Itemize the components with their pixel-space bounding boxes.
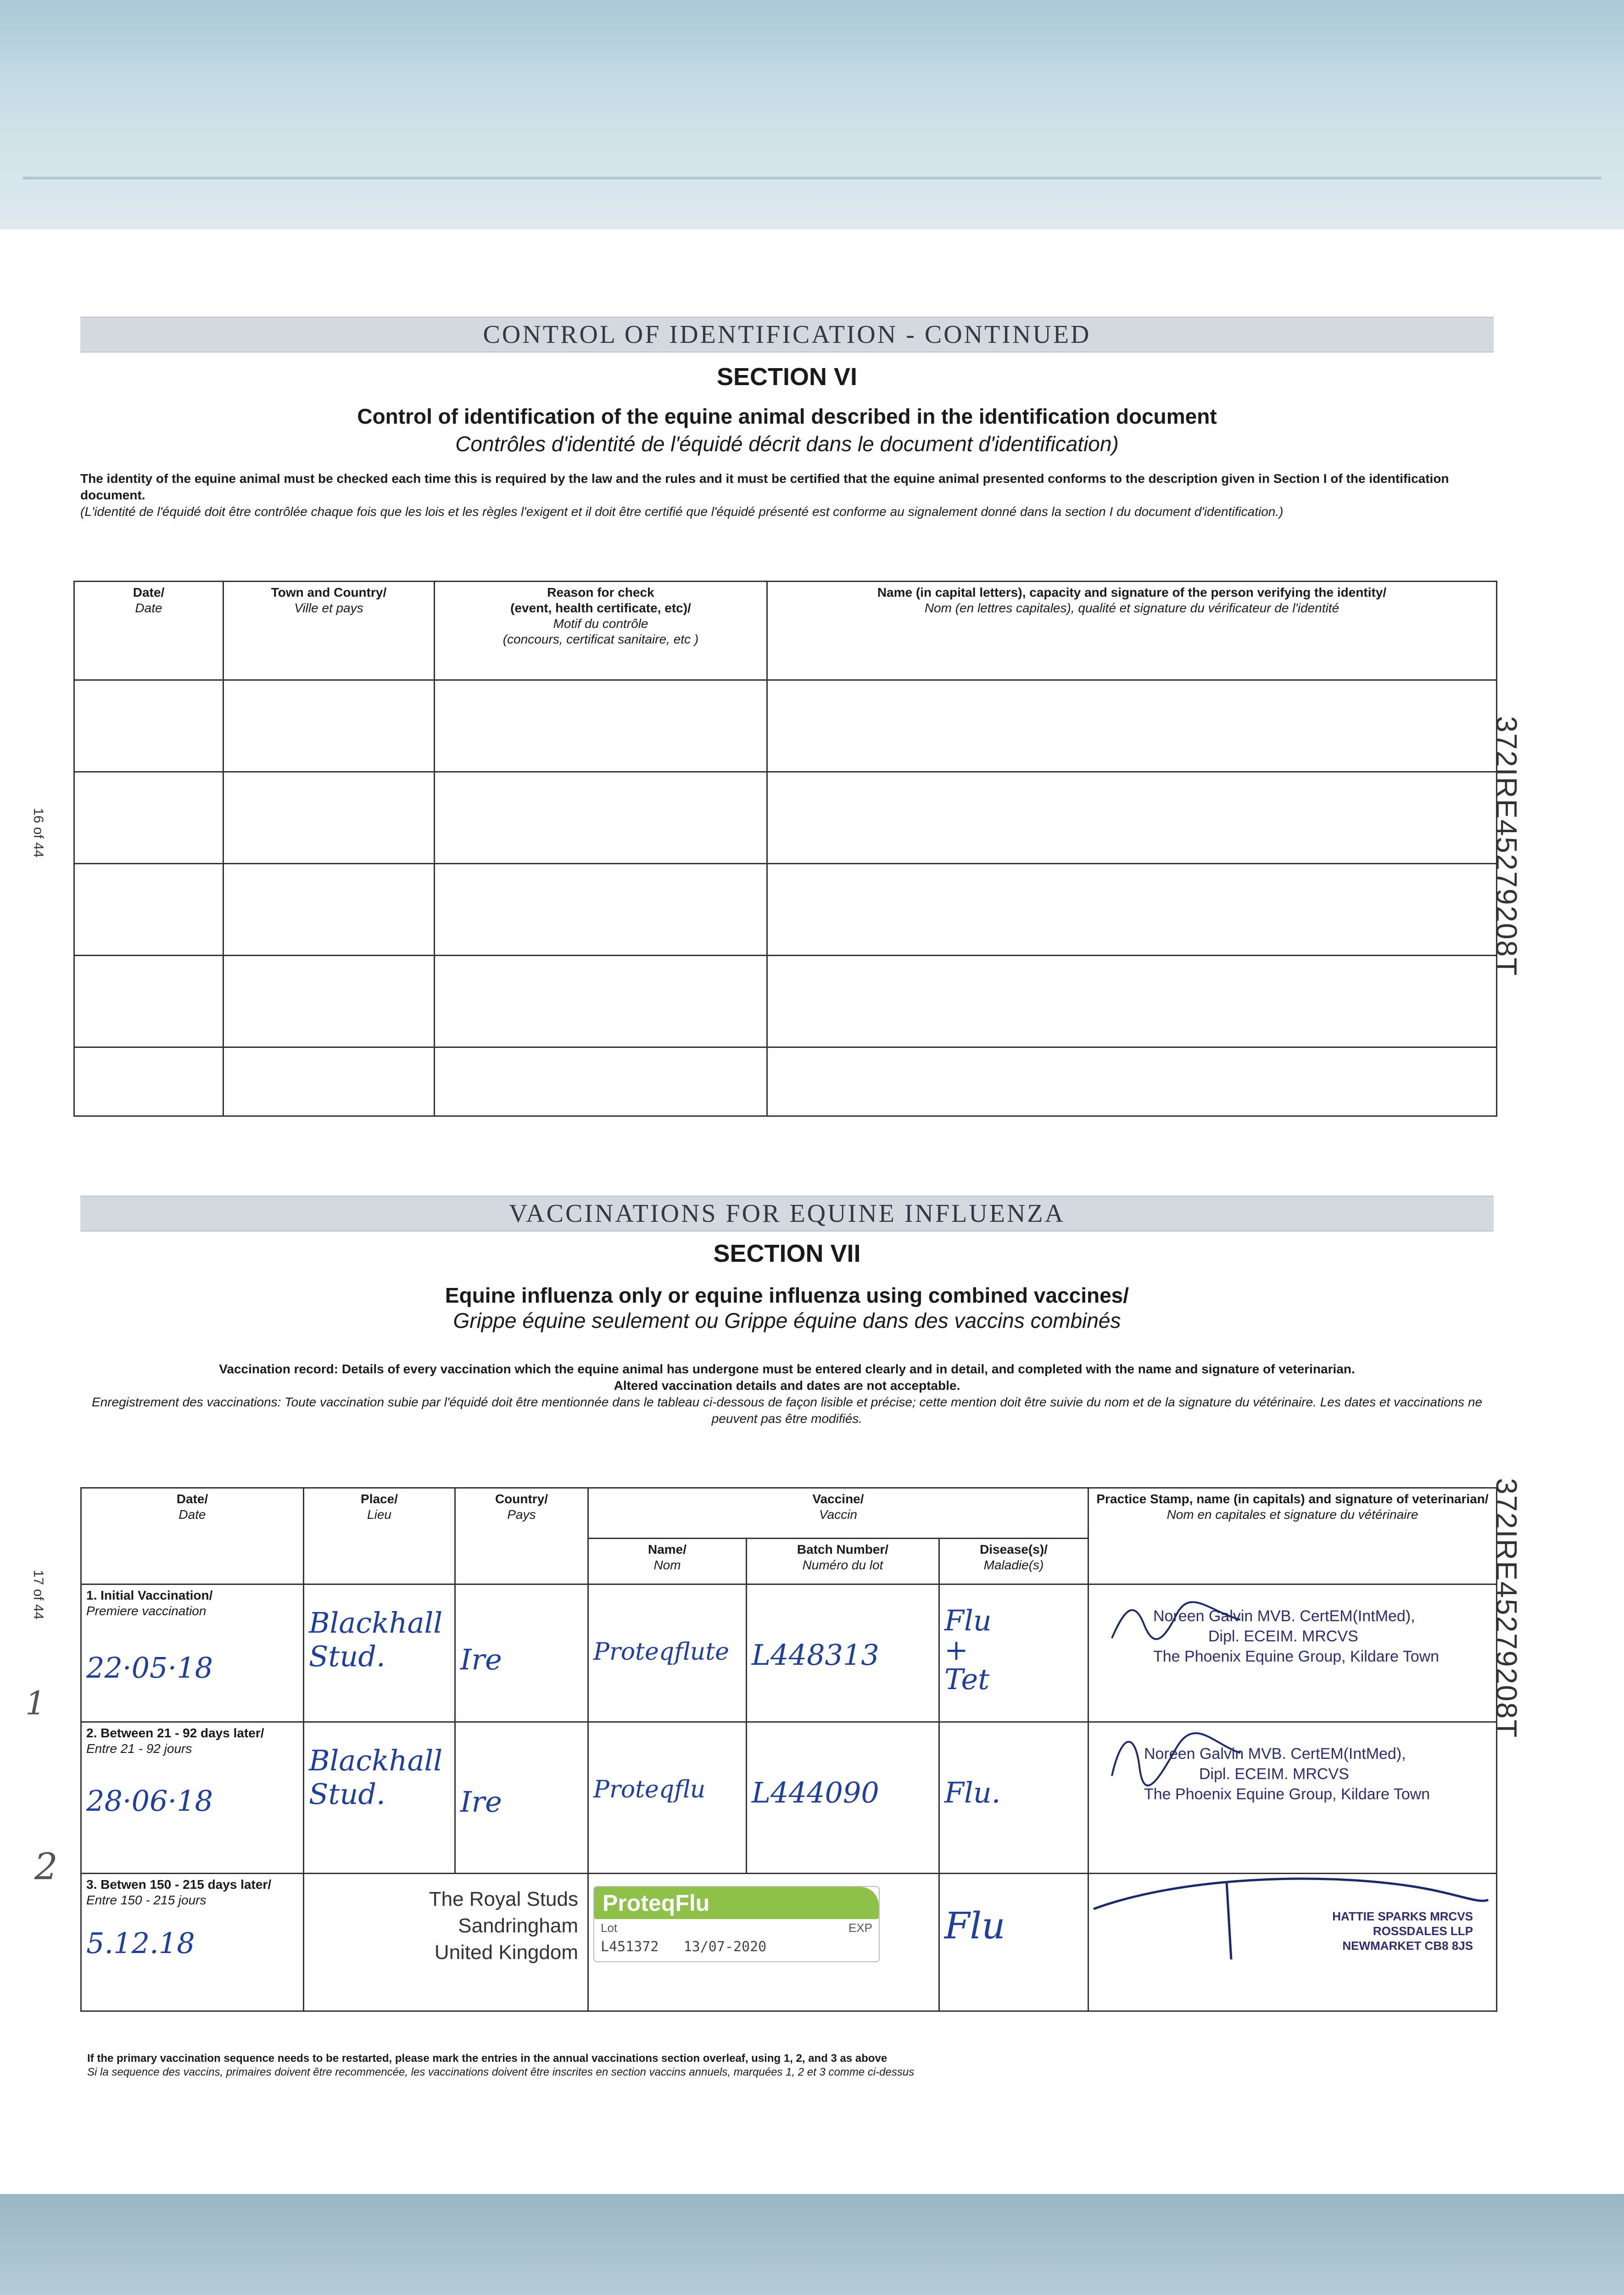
row2-label: 2. Between 21 - 92 days later/ [86,1726,264,1740]
col-country: Country/ Pays [455,1488,588,1584]
row1-country: Ire [460,1643,502,1676]
sticker-lot: L451372 [601,1939,659,1955]
col-vaccine: Vaccine/ Vaccin [588,1488,1088,1539]
section7-subtitle-en: Equine influenza only or equine influenza using combined vaccines/ [445,1283,1129,1307]
row1-label-fr: Premiere vaccination [86,1604,206,1618]
margin-mark-1: 1 [25,1685,46,1722]
scan-top-margin [0,0,1624,230]
row3-disease: Flu [944,1904,1005,1947]
identity-check-table [73,581,1497,1117]
footer-fr: Si la sequence des vaccins, primaires doivent être recommencée, les vaccinations doivent être inscrites en section vaccins annuels, marquées 1, 2 et 3 comme ci-dessus [87,2066,915,2078]
row1-place: Blackhall Stud. [309,1606,443,1673]
row1-stamp: Noreen Galvin MVB. CertEM(IntMed), Dipl. ECEIM. MRCVS The Phoenix Equine Group, Kildare Town [1153,1607,1440,1665]
row3-label-fr: Entre 150 - 215 jours [86,1893,206,1907]
row2-disease: Flu. [944,1776,1001,1809]
page-ref-top: 372IRE45279208T [1490,716,1523,977]
vaccination-table [80,1487,1497,2012]
table-row [74,1047,1497,1116]
col-date: Date/ Date [74,582,223,680]
row3-place: The Royal Studs Sandringham United Kingdom [429,1888,578,1964]
row1-label: 1. Initial Vaccination/ [86,1588,213,1602]
section7-banner: VACCINATIONS FOR EQUINE INFLUENZA [80,1196,1494,1231]
col-verifier: Name (in capital letters), capacity and signature of the person verifying the identity/ Nom (en lettres capitales), qualité et signature du vérificateur de l'identité [767,582,1497,680]
scan-bottom-margin [0,2194,1624,2295]
section7-title: SECTION VII [713,1240,861,1267]
table-row [74,772,1497,864]
section7-subtitle-fr: Grippe équine seulement ou Grippe équine dans des vaccins combinés [453,1309,1121,1332]
table-row [81,1722,1497,1874]
row2-date: 28·06·18 [86,1784,213,1818]
col-place: Place/ Lieu [304,1488,455,1584]
section6-note-en: The identity of the equine animal must be checked each time this is required by the law and the rules and it must be certified that the equine animal presented conforms to the description given in Section I of the identification document. [80,471,1449,502]
row3-date: 5.12.18 [86,1926,195,1960]
sticker-brand: ProteqFlu [594,1887,879,1919]
sticker-lot-label: Lot [601,1921,618,1935]
table-row [74,864,1497,956]
row3-stamp: HATTIE SPARKS MRCVS ROSSDALES LLP NEWMARKET CB8 8JS [1332,1909,1473,1953]
sticker-exp: 13/07-2020 [683,1939,767,1955]
col-vaccine-name: Name/ Nom [588,1539,747,1584]
section6-subtitle-en: Control of identification of the equine animal described in the identification document [357,404,1217,428]
margin-mark-2: 2 [34,1845,58,1888]
col-disease: Disease(s)/ Maladie(s) [939,1539,1088,1584]
col-batch: Batch Number/ Numéro du lot [747,1539,939,1584]
page-label-16: 16 of 44 [31,808,46,858]
row1-date: 22·05·18 [86,1651,213,1685]
section6-title: SECTION VI [716,363,858,391]
footer-note [87,2052,1464,2079]
col-date: Date/ Date [81,1488,304,1584]
table-row [74,680,1497,772]
row1-batch: L448313 [752,1638,879,1672]
section7-note-fr: Enregistrement des vaccinations: Toute vaccination subie par l'équidé doit être mentionnée dans le tableau ci-dessous de façon lisible et précise; cette mention doit être suivie du nom et de la signature du vétérinaire. Les dates et vaccinations ne peuvent pas être modifiés. [91,1395,1483,1426]
footer-en: If the primary vaccination sequence needs to be restarted, please mark the entries in the annual vaccinations section overleaf, using 1, 2, and 3 as above [87,2052,887,2065]
signature-mark-2 [1107,1725,1245,1790]
col-stamp: Practice Stamp, name (in capitals) and signature of veterinarian/ Nom en capitales et signature du vétérinaire [1088,1488,1497,1584]
row2-vaccine: Proteqflu [593,1776,706,1803]
section6-note [80,470,1475,520]
page-ref-bottom: 372IRE45279208T [1490,1478,1523,1739]
row1-disease: Flu + Tet [944,1604,992,1696]
col-town: Town and Country/ Ville et pays [223,582,435,680]
section7-note-en2: Altered vaccination details and dates are not acceptable. [614,1378,960,1393]
section7-note-en1: Vaccination record: Details of every vaccination which the equine animal has undergone must be entered clearly and in detail, and completed with the name and signature of veterinarian. [219,1362,1355,1376]
col-reason: Reason for check (event, health certificate, etc)/ Motif du contrôle (concours, certificat sanitaire, etc ) [435,582,767,680]
row2-country: Ire [460,1785,502,1819]
section6-banner: CONTROL OF IDENTIFICATION - CONTINUED [80,317,1494,353]
section6-subtitle-fr: Contrôles d'identité de l'équidé décrit dans le document d'identification) [455,432,1119,456]
section7-note [89,1361,1484,1427]
page-label-17: 17 of 44 [31,1570,46,1620]
table-row [81,1874,1497,2011]
signature-mark-3 [1089,1868,1493,1959]
signature-mark-1 [1107,1597,1245,1652]
section6-note-fr: (L'identité de l'équidé doit être contrôlée chaque fois que les lois et les règles l'exigent et il doit être certifié que l'équidé présenté est conforme au signalement donné dans la section I du document d'identification.) [80,504,1284,519]
row2-batch: L444090 [752,1776,879,1809]
sticker-exp-label: EXP [848,1921,872,1935]
table-row [74,956,1497,1047]
row2-stamp: Noreen Galvin MVB. CertEM(IntMed), Dipl. ECEIM. MRCVS The Phoenix Equine Group, Kildare Town [1144,1745,1430,1803]
row1-vaccine: Proteqflute [593,1638,729,1666]
vaccine-sticker [593,1886,880,1962]
table-row [81,1584,1497,1722]
row2-place: Blackhall Stud. [309,1744,443,1811]
row2-label-fr: Entre 21 - 92 jours [86,1741,192,1756]
row3-label: 3. Betwen 150 - 215 days later/ [86,1877,272,1892]
